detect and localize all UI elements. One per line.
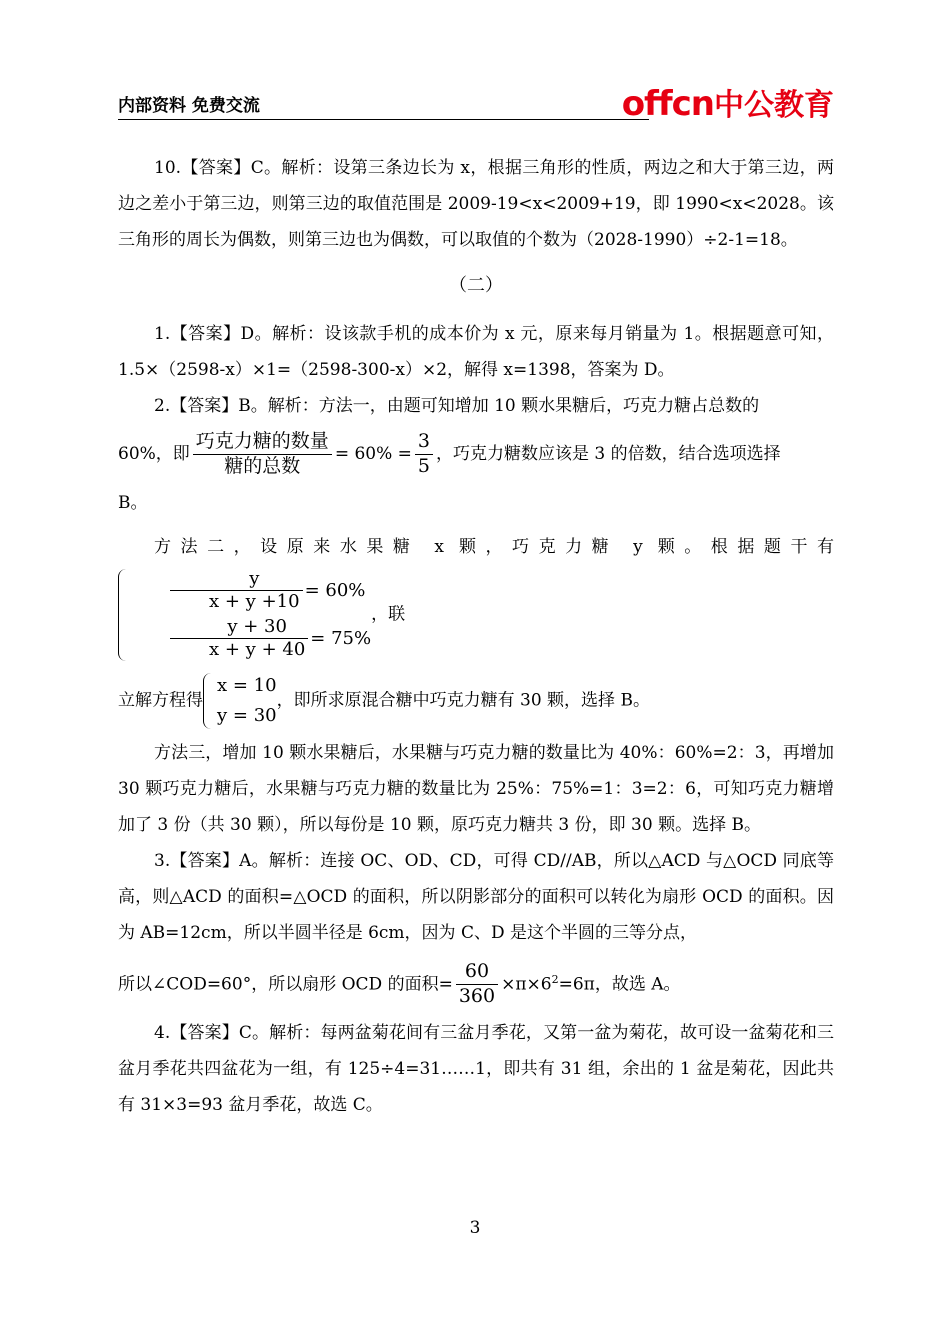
fraction-numerator: 60 [456,960,498,985]
section-title: （二） [449,275,503,296]
q3-formula-post: =6π，故选 A。 [558,974,681,995]
equation-system [118,567,371,663]
brace [203,673,214,729]
fraction-denominator: x + y + 40 [209,639,306,660]
logo-en: offcn [621,84,714,124]
fraction-numerator: 巧克力糖的数量 [193,430,332,455]
fraction-numerator: y [170,568,303,592]
q2-eq-pre: 60%，即 [118,443,190,464]
fraction-chocolate-ratio [193,430,332,479]
fraction-three-fifths [415,430,433,479]
equation-fraction [170,568,303,614]
header-note: 内部资料 免费交流 [118,96,260,116]
answer-q2-solution [118,671,834,731]
q2-eq-mid: = 60% = [334,443,412,464]
solution-x: x = 10 [217,674,277,696]
answer-q1: 1.【答案】D。解析：设该款手机的成本价为 x 元，原来每月销量为 1。根据题意可知，1.5×（2598-x）×1=（2598-300-x）×2，解得 x=1398，答案为 D。 [118,324,834,380]
answer-q2-line1: 2.【答案】B。解析：方法一，由题可知增加 10 颗水果糖后，巧克力糖占总数的 [154,396,760,416]
fraction-numerator: 3 [415,430,433,455]
answer-q3-formula [118,957,834,1009]
equation-fraction [170,616,308,662]
fraction-denominator: 360 [458,985,496,1008]
equation-rhs: = 60% [304,579,366,601]
fraction-denominator: 糖的总数 [224,454,301,477]
fraction-denominator: x + y +10 [209,591,300,612]
answer-q2-line3: B。 [118,492,148,513]
method2-pre: 方法二，设原来水果糖 x 颗，巧克力糖 y 颗。根据题干有 [154,536,834,557]
q3-formula-mid: ×π× [501,974,541,995]
brace [118,569,129,661]
equation-row [132,567,371,615]
answer-q4: 4.【答案】C。解析：每两盆菊花间有三盆月季花，又第一盆为菊花，故可设一盆菊花和三盆月季花共四盆花为一组，有 125÷4=31……1，即共有 31 组，余出的 1 盆是菊花，因此共有 31×3=93 盆月季花，故选 C。 [118,1022,834,1115]
q3-base: 6 [540,974,552,995]
q2-eq-post: ，巧克力糖数应该是 3 的倍数，结合选项选择 [436,443,781,464]
page-number: 3 [469,1218,481,1238]
solution-post: ，即所求原混合糖中巧克力糖有 30 颗，选择 B。 [276,690,650,710]
fraction-denominator: 5 [417,454,430,477]
q3-formula-pre: 所以∠COD=60°，所以扇形 OCD 的面积= [118,974,453,995]
logo-cn: 中公教育 [714,88,834,123]
fraction-numerator: y + 30 [170,616,308,640]
answer-q10: 10.【答案】C。解析：设第三条边长为 x，根据三角形的性质，两边之和大于第三边，两边之差小于第三边，则第三边的取值范围是 2009-19<x<2009+19，即 1990<x<2028。该三角形的周长为偶数，则第三边也为偶数，可以取值的个数为（2028-1990）÷2-1=18。 [118,158,834,250]
offcn-logo [622,80,834,124]
answer-q2-equation [118,430,834,479]
solution-pre: 立解方程得 [118,690,203,710]
page-content [118,150,834,1123]
solution-system [203,671,277,731]
answer-q2-method2 [118,527,834,663]
method2-post: ，联 [371,604,406,624]
solution-y: y = 30 [217,704,277,726]
page-header [118,80,834,124]
equation-row [132,615,371,663]
q3-exponent: 2 [551,972,559,986]
fraction-60-360 [456,960,498,1009]
equation-rhs: = 75% [310,627,372,649]
header-rule [118,119,649,120]
answer-q2-method3: 方法三，增加 10 颗水果糖后，水果糖与巧克力糖的数量比为 40%：60%=2：3，再增加 30 颗巧克力糖后，水果糖与巧克力糖的数量比为 25%：75%=1：3=2：6，可知巧克力糖增加了 3 份（共 30 颗），所以每份是 10 颗，原巧克力糖共 3 份，即 30 颗。选择 B。 [118,742,834,835]
answer-q3-text: 3.【答案】A。解析：连接 OC、OD、CD，可得 CD//AB，所以△ACD 与△OCD 同底等高，则△ACD 的面积=△OCD 的面积，所以阴影部分的面积可以转化为扇形 OCD 的面积。因为 AB=12cm，所以半圆半径是 6cm，因为 C、D 是这个半圆的三等分点， [118,850,834,943]
